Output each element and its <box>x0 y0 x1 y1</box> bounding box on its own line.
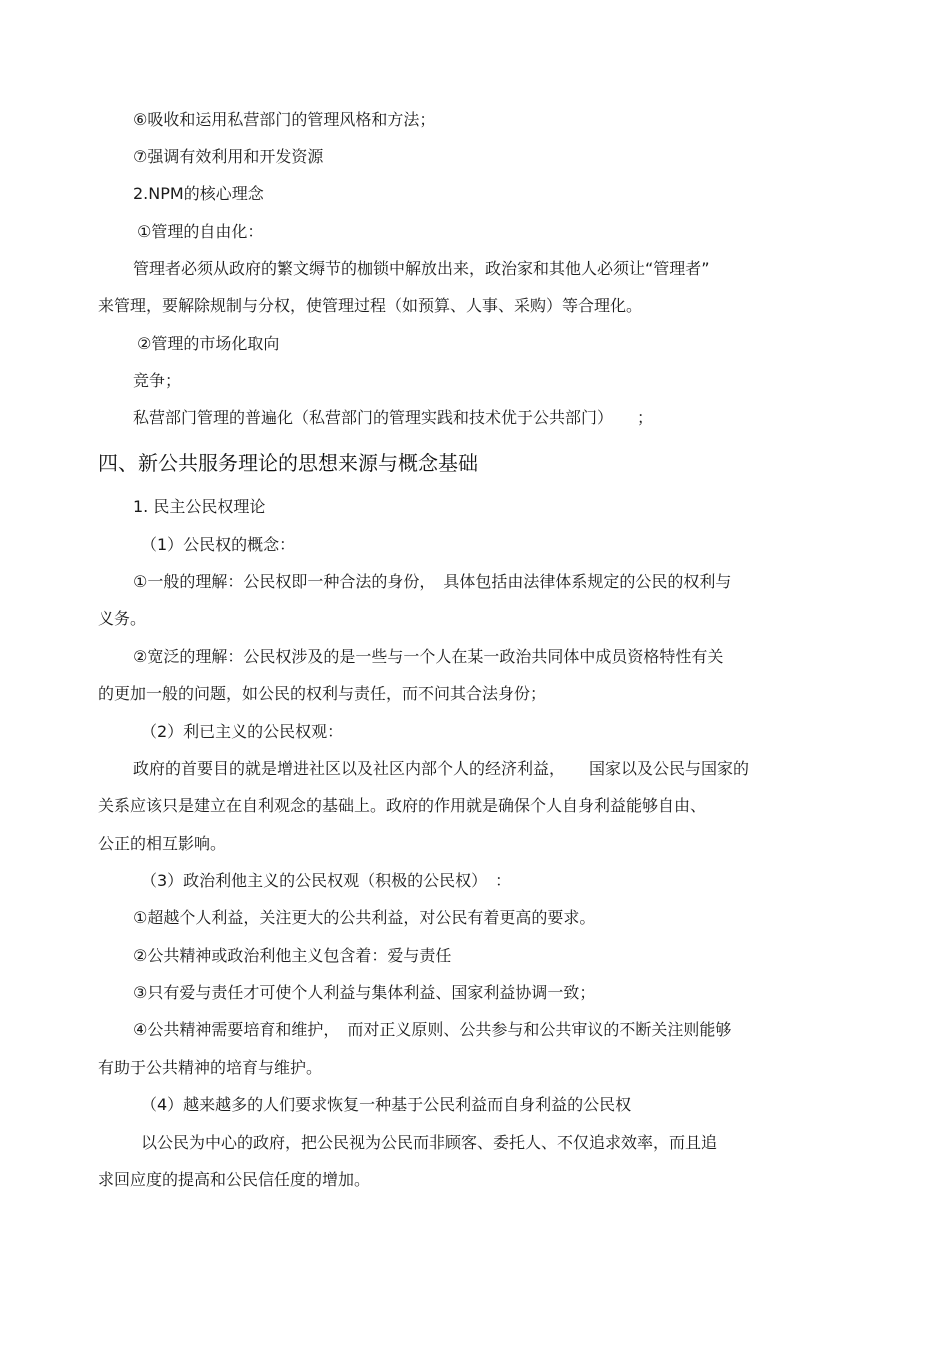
paragraph-line: ②公共精神或政治利他主义包含着：爱与责任 <box>133 946 452 965</box>
paragraph-line: 管理者必须从政府的繁文缛节的枷锁中解放出来，政治家和其他人必须让“管理者” <box>133 259 710 278</box>
list-item-6: ⑥吸收和运用私营部门的管理风格和方法； <box>133 110 436 129</box>
subsection-title: （3）政治利他主义的公民权观（积极的公民权） ： <box>141 871 512 890</box>
paragraph-line: 的更加一般的问题，如公民的权利与责任，而不问其合法身份； <box>98 684 547 703</box>
paragraph-line: 义务。 <box>98 609 147 628</box>
section-heading-4: 四、新公共服务理论的思想来源与概念基础 <box>98 451 478 475</box>
section-title-npm-core: 2.NPM的核心理念 <box>133 184 264 203</box>
list-item-1: ①管理的自由化： <box>137 222 264 241</box>
list-item-7: ⑦强调有效利用和开发资源 <box>133 147 324 166</box>
paragraph-line: 求回应度的提高和公民信任度的增加。 <box>98 1170 371 1189</box>
list-item-2: ②管理的市场化取向 <box>137 334 280 353</box>
paragraph-line: 关系应该只是建立在自利观念的基础上。政府的作用就是确保个人自身利益能够自由、 <box>98 796 707 815</box>
paragraph-line: 竞争； <box>133 371 182 390</box>
paragraph-line: ①超越个人利益，关注更大的公共利益，对公民有着更高的要求。 <box>133 908 596 927</box>
subsection-title: （1）公民权的概念： <box>141 535 296 554</box>
subsection-title: 1. 民主公民权理论 <box>133 497 266 516</box>
paragraph-line: 私营部门管理的普遍化（私营部门的管理实践和技术优于公共部门） ； <box>133 408 654 427</box>
paragraph-line: ②宽泛的理解：公民权涉及的是一些与一个人在某一政治共同体中成员资格特性有关 <box>133 647 724 666</box>
paragraph-line: 政府的首要目的就是增进社区以及社区内部个人的经济利益， 国家以及公民与国家的 <box>133 759 750 778</box>
paragraph-line: ③只有爱与责任才可使个人利益与集体利益、国家利益协调一致； <box>133 983 596 1002</box>
subsection-title: （2）利已主义的公民权观： <box>141 722 344 741</box>
paragraph-line: 公正的相互影响。 <box>98 834 227 853</box>
paragraph-line: ④公共精神需要培育和维护， 而对正义原则、公共参与和公共审议的不断关注则能够 <box>133 1020 732 1039</box>
paragraph-line: 有助于公共精神的培育与维护。 <box>98 1058 323 1077</box>
paragraph-line: 以公民为中心的政府，把公民视为公民而非顾客、委托人、不仅追求效率，而且追 <box>141 1133 718 1152</box>
subsection-title: （4）越来越多的人们要求恢复一种基于公民利益而自身利益的公民权 <box>141 1095 632 1114</box>
paragraph-line: 来管理，要解除规制与分权，使管理过程（如预算、人事、采购）等合理化。 <box>98 296 643 315</box>
paragraph-line: ①一般的理解：公民权即一种合法的身份， 具体包括由法律体系规定的公民的权利与 <box>133 572 732 591</box>
